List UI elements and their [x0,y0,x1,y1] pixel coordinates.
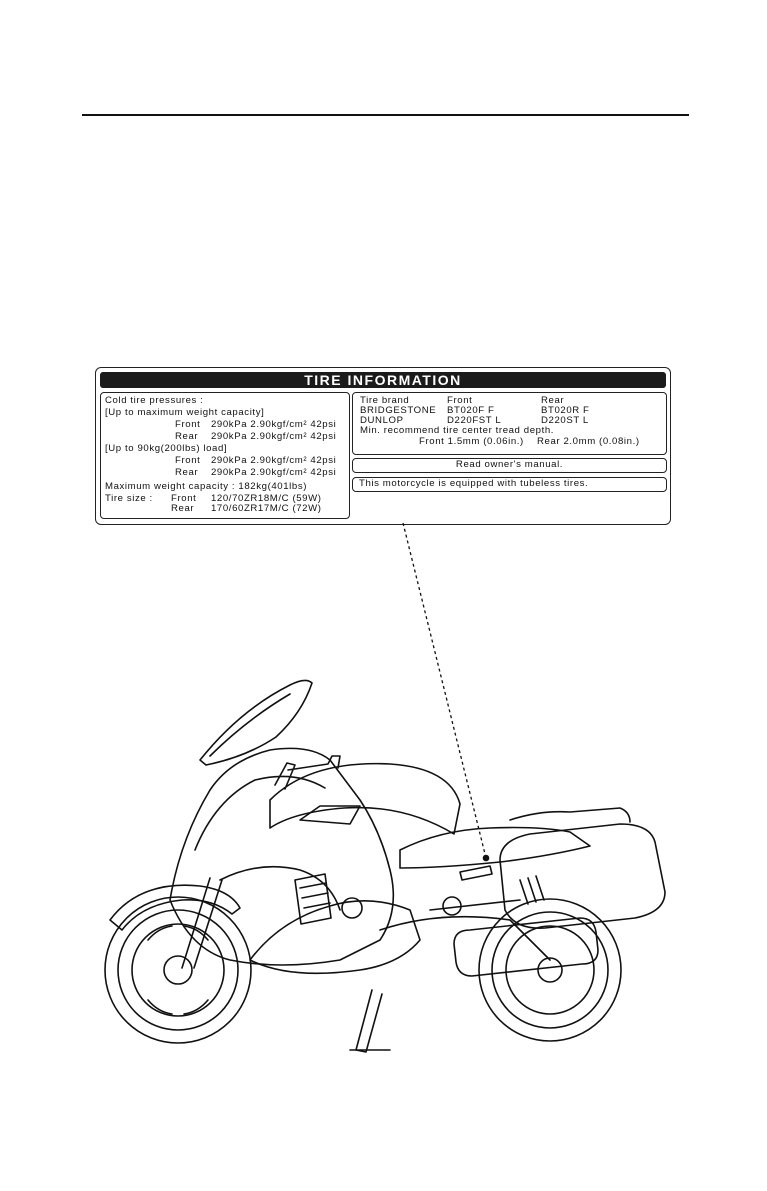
brand-header-front: Front [447,395,473,406]
brand-row-dunlop-front: D220FST L [447,415,502,426]
load-front-value: 290kPa 2.90kgf/cm² 42psi [211,455,337,466]
max-front-label: Front [175,419,201,430]
size-rear-value: 170/60ZR17M/C (72W) [211,503,322,514]
tire-size-label: Tire size : [105,493,153,504]
load-rear-value: 290kPa 2.90kgf/cm² 42psi [211,467,337,478]
rear-wheel [479,899,621,1041]
size-front-label: Front [171,493,197,504]
brand-row-bridgestone-name: BRIDGESTONE [360,405,437,416]
label-title: TIRE INFORMATION [100,372,666,388]
read-manual-text: Read owner's manual. [455,459,564,470]
pressures-heading: Cold tire pressures : [105,395,204,406]
tread-depth-front: Front 1.5mm (0.06in.) [419,436,524,447]
front-wheel [105,897,251,1043]
tread-depth-heading: Min. recommend tire center tread depth. [360,425,555,436]
load-rear-label: Rear [175,467,199,478]
brand-header-rear: Rear [541,395,565,406]
max-rear-value: 290kPa 2.90kgf/cm² 42psi [211,431,337,442]
max-rear-label: Rear [175,431,199,442]
brand-row-bridgestone-rear: BT020R F [541,405,590,416]
tread-depth-rear: Rear 2.0mm (0.08in.) [537,436,640,447]
brand-header-brand: Tire brand [360,395,410,406]
brand-row-bridgestone-front: BT020F F [447,405,495,416]
tubeless-text: This motorcycle is equipped with tubeless tires. [359,478,589,489]
saddlebag [500,824,665,928]
max-capacity-heading: [Up to maximum weight capacity] [105,407,265,418]
motorcycle-illustration [100,520,680,1080]
size-rear-label: Rear [171,503,195,514]
size-front-value: 120/70ZR18M/C (59W) [211,493,322,504]
brand-row-dunlop-name: DUNLOP [360,415,404,426]
max-weight-capacity: Maximum weight capacity : 182kg(401lbs) [105,481,308,492]
max-front-value: 290kPa 2.90kgf/cm² 42psi [211,419,337,430]
load-front-label: Front [175,455,201,466]
load-90-heading: [Up to 90kg(200lbs) load] [105,443,228,454]
brand-row-dunlop-rear: D220ST L [541,415,589,426]
